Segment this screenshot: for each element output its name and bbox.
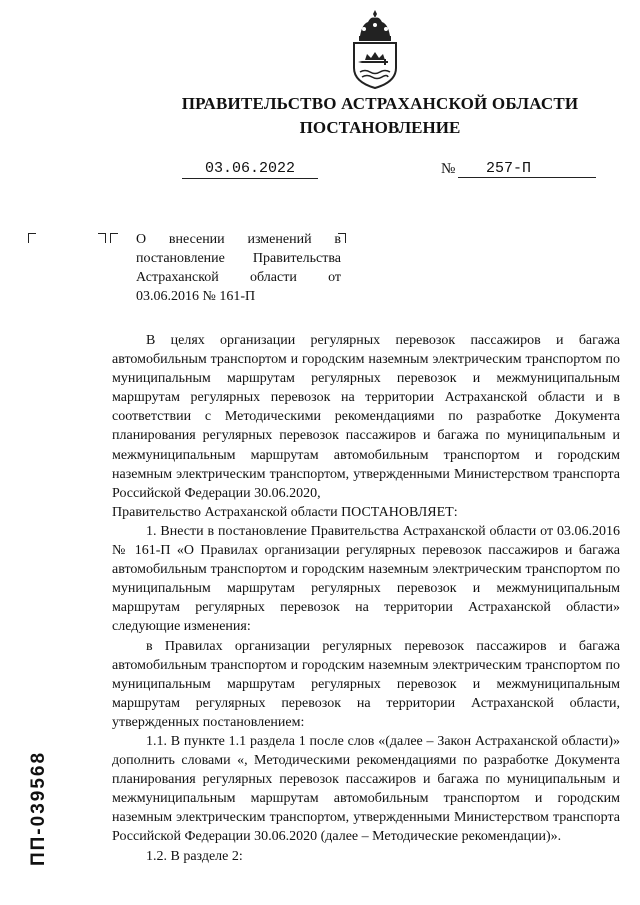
document-type: ПОСТАНОВЛЕНИЕ bbox=[299, 118, 461, 137]
document-number: 257-П bbox=[458, 160, 596, 178]
body-paragraph: 1.1. В пункте 1.1 раздела 1 после слов «(далее – Закон Астраханской области)» дополнить словами «, Методическими рекомендациями по разработке Документа планирования регулярных перевозок пассажиров и багажа по муниципальным и межмуниципальным маршрутам автомобильным транспортом и городским наземным электрическим транспортом, утвержденными Министерством транспорта Российской Федерации 30.06.2020 (далее – Методические рекомендации)». bbox=[112, 733, 620, 845]
body-paragraph: 1.2. В разделе 2: bbox=[146, 848, 243, 864]
number-sign: № bbox=[441, 161, 456, 177]
corner-mark-icon bbox=[110, 233, 118, 243]
document-subject: О внесении изменений в постановление Правительства Астраханской области от 03.06.2016 № 161-П bbox=[136, 232, 341, 304]
corner-mark-icon bbox=[98, 233, 106, 243]
body-paragraph: 1. Внести в постановление Правительства Астраханской области от 03.06.2016 № 161-П «О Правилах организации регулярных перевозок пассажиров и багажа автомобильным транспортом и городским наземным электрическим транспортом по муниципальным маршрутам регулярных перевозок и межмуниципальным маршрутам регулярных перевозок на территории Астраханской области» следующие изменения: bbox=[112, 523, 620, 635]
government-title: ПРАВИТЕЛЬСТВО АСТРАХАНСКОЙ ОБЛАСТИ bbox=[181, 94, 579, 113]
astrakhan-coat-of-arms-icon bbox=[348, 8, 402, 90]
side-serial-number: ПП-039568 bbox=[28, 750, 49, 866]
corner-mark-icon bbox=[28, 233, 36, 243]
body-paragraph: Правительство Астраханской области ПОСТАНОВЛЯЕТ: bbox=[112, 504, 458, 520]
document-date: 03.06.2022 bbox=[182, 160, 318, 179]
document-body bbox=[112, 331, 620, 866]
body-paragraph: В целях организации регулярных перевозок пассажиров и багажа автомобильным транспортом и городским наземным электрическим транспортом по муниципальным маршрутам регулярных перевозок и межмуниципальным маршрутам регулярных перевозок на территории Астраханской области и в соответствии с Методическими рекомендациями по разработке Документа планирования регулярных перевозок пассажиров и багажа по муниципальным и межмуниципальным маршрутам автомобильным транспортом и городским наземным электрическим транспортом, утвержденными Министерством транспорта Российской Федерации 30.06.2020, bbox=[112, 333, 620, 501]
body-paragraph: в Правилах организации регулярных перевозок пассажиров и багажа автомобильным транспортом и городским наземным электрическим транспортом по муниципальным маршрутам регулярных перевозок и межмуниципальным маршрутам регулярных перевозок на территории Астраханской области, утвержденных постановлением: bbox=[112, 638, 620, 730]
